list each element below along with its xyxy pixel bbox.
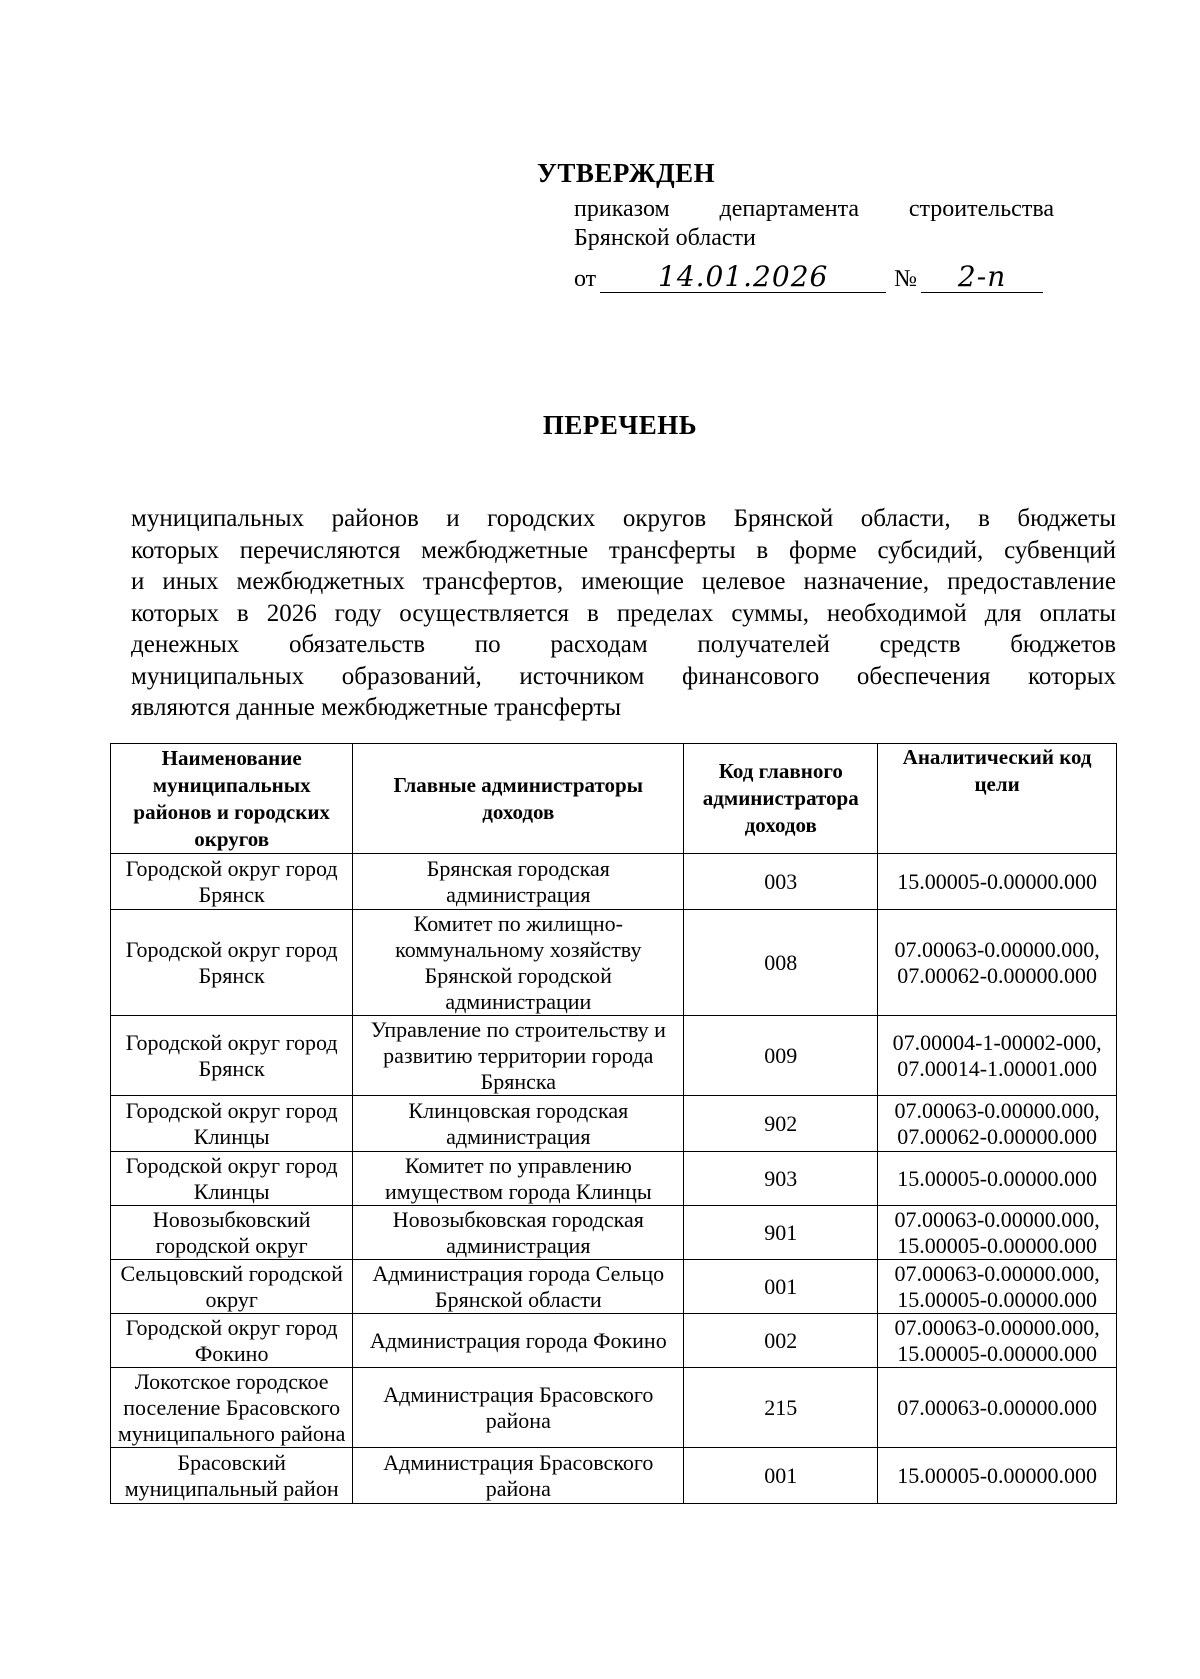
intro-line: и иных межбюджетных трансфертов, имеющие целевое назначение, предоставление <box>131 568 1116 595</box>
row-municipality: Городской округ город Брянск <box>111 1016 353 1096</box>
row-administrator: Комитет по жилищно-коммунальному хозяйству Брянской городской администрации <box>353 910 684 1016</box>
number-sign: № <box>894 266 918 292</box>
row-goal <box>878 1260 1117 1314</box>
table-row <box>111 1314 1117 1368</box>
intro-line: муниципальных образований, источником финансового обеспечения которых <box>131 662 1116 690</box>
row-goal <box>878 1016 1117 1096</box>
row-goal <box>878 1152 1117 1206</box>
row-code: 008 <box>684 910 878 1016</box>
row-administrator: Администрация Брасовского района <box>353 1448 684 1504</box>
goal-code: 15.00005-0.00000.000 <box>897 1340 1098 1366</box>
goal-code: 07.00063-0.00000.000 <box>897 1394 1098 1420</box>
header-code: Код главного администратора доходов <box>684 744 878 854</box>
row-code: 902 <box>684 1096 878 1152</box>
approval-order-line <box>574 195 1054 224</box>
header-municipality: Наименование муниципальных районов и городских округов <box>111 744 353 854</box>
row-goal <box>878 854 1117 910</box>
table-row <box>111 1152 1117 1206</box>
table-row <box>111 910 1117 1016</box>
row-municipality: Брасовский муниципальный район <box>111 1448 353 1504</box>
goal-code: 15.00005-0.00000.000 <box>897 868 1098 894</box>
row-goal <box>878 1314 1117 1368</box>
row-administrator: Управление по строительству и развитию территории города Брянска <box>353 1016 684 1096</box>
table-row <box>111 1260 1117 1314</box>
row-municipality: Городской округ город Брянск <box>111 854 353 910</box>
row-code: 215 <box>684 1368 878 1448</box>
row-goal <box>878 910 1117 1016</box>
row-municipality: Городской округ город Клинцы <box>111 1152 353 1206</box>
intro-line: являются данные межбюджетные трансферты <box>131 694 622 721</box>
row-code: 001 <box>684 1260 878 1314</box>
row-code: 901 <box>684 1206 878 1260</box>
row-municipality: Локотское городское поселение Брасовского муниципального района <box>111 1368 353 1448</box>
table-header-row <box>111 744 1117 854</box>
row-goal <box>878 1206 1117 1260</box>
goal-code: 07.00062-0.00000.000 <box>897 1123 1098 1149</box>
table-row <box>111 1016 1117 1096</box>
table-row <box>111 854 1117 910</box>
goal-code: 07.00063-0.00000.000, <box>894 1260 1100 1286</box>
row-administrator: Администрация города Фокино <box>353 1314 684 1368</box>
header-goal: Аналитический код цели <box>878 744 1117 854</box>
row-municipality: Городской округ город Фокино <box>111 1314 353 1368</box>
row-code: 001 <box>684 1448 878 1504</box>
approval-word: департамента <box>719 196 860 222</box>
table-row <box>111 1448 1117 1504</box>
row-administrator: Комитет по управлению имуществом города Клинцы <box>353 1152 684 1206</box>
table-row <box>111 1096 1117 1152</box>
intro-line: муниципальных районов и городских округов Брянской области, в бюджеты <box>131 505 1116 532</box>
intro-paragraph <box>131 503 1116 724</box>
row-administrator: Администрация Брасовского района <box>353 1368 684 1448</box>
handwritten-number: 2-п <box>921 262 1043 293</box>
handwritten-date: 14.01.2026 <box>600 262 886 293</box>
approval-word: строительства <box>908 196 1054 222</box>
row-goal <box>878 1368 1117 1448</box>
goal-code: 15.00005-0.00000.000 <box>897 1462 1098 1488</box>
row-code: 002 <box>684 1314 878 1368</box>
row-administrator: Администрация города Сельцо Брянской области <box>353 1260 684 1314</box>
row-municipality: Городской округ город Клинцы <box>111 1096 353 1152</box>
row-code: 903 <box>684 1152 878 1206</box>
table-row <box>111 1368 1117 1448</box>
row-municipality: Новозыбковский городской округ <box>111 1206 353 1260</box>
transfers-table <box>110 743 1117 1504</box>
goal-code: 15.00005-0.00000.000 <box>897 1286 1098 1312</box>
date-prefix: от <box>574 266 597 292</box>
goal-code: 07.00063-0.00000.000, <box>894 1314 1100 1340</box>
row-code: 003 <box>684 854 878 910</box>
approval-date-row <box>574 255 1057 293</box>
approval-block <box>537 158 1057 293</box>
row-goal <box>878 1096 1117 1152</box>
row-municipality: Сельцовский городской округ <box>111 1260 353 1314</box>
row-municipality: Городской округ город Брянск <box>111 910 353 1016</box>
approval-word: приказом <box>574 196 670 222</box>
row-administrator: Клинцовская городская администрация <box>353 1096 684 1152</box>
row-code: 009 <box>684 1016 878 1096</box>
goal-code: 07.00014-1.00001.000 <box>897 1055 1098 1081</box>
goal-code: 07.00062-0.00000.000 <box>897 962 1098 988</box>
intro-line: денежных обязательств по расходам получателей средств бюджетов <box>131 631 1116 658</box>
goal-code: 15.00005-0.00000.000 <box>897 1165 1098 1191</box>
document-heading: ПЕРЕЧЕНЬ <box>542 410 698 440</box>
approval-title: УТВЕРЖДЕН <box>537 158 716 188</box>
goal-code: 07.00063-0.00000.000, <box>894 1206 1100 1232</box>
row-goal <box>878 1448 1117 1504</box>
intro-line: которых в 2026 году осуществляется в пределах суммы, необходимой для оплаты <box>131 599 1116 627</box>
intro-line: которых перечисляются межбюджетные трансферты в форме субсидий, субвенций <box>131 536 1116 564</box>
approval-region-line: Брянской области <box>574 225 756 251</box>
row-administrator: Брянская городская администрация <box>353 854 684 910</box>
goal-code: 07.00063-0.00000.000, <box>894 1097 1100 1123</box>
row-administrator: Новозыбковская городская администрация <box>353 1206 684 1260</box>
goal-code: 15.00005-0.00000.000 <box>897 1232 1098 1258</box>
goal-code: 07.00063-0.00000.000, <box>894 936 1100 962</box>
goal-code: 07.00004-1-00002-000, <box>892 1029 1102 1055</box>
header-administrator: Главные администраторы доходов <box>353 744 684 854</box>
table-row <box>111 1206 1117 1260</box>
